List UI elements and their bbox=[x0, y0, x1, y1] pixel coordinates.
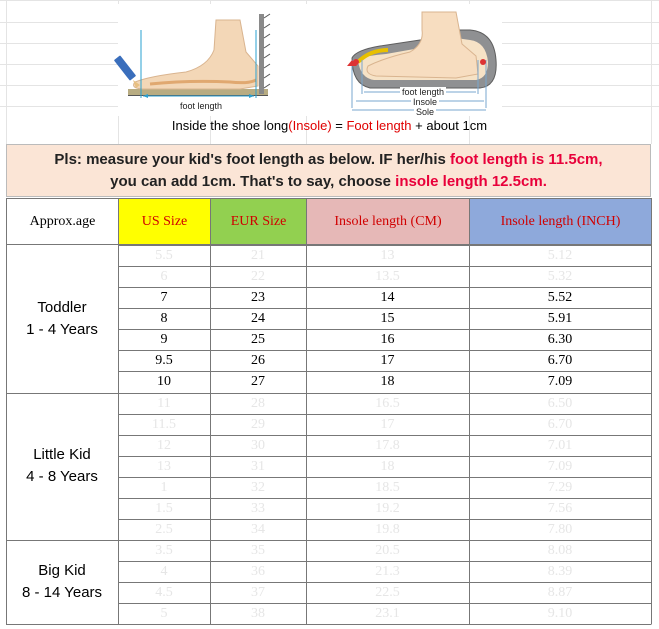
cell-eur-size: 24 bbox=[251, 311, 265, 327]
header-insole-cm: Insole length (CM) bbox=[307, 199, 469, 244]
cell-inch-size: 5.91 bbox=[547, 311, 573, 327]
notice-line1-text: Pls: measure your kid's foot length as below. IF her/his bbox=[54, 151, 451, 168]
notice-line2-text: you can add 1cm. That's to say, choose bbox=[110, 173, 396, 190]
caption-prefix: Inside the shoe long bbox=[171, 118, 289, 133]
cell-eur-size: 22 bbox=[251, 269, 265, 285]
shoe-sole-label: Sole bbox=[416, 107, 435, 117]
cell-cm-size: 16 bbox=[380, 332, 395, 348]
cell-us-size: 7 bbox=[160, 290, 168, 306]
cell-cm-size: 22.5 bbox=[375, 585, 400, 601]
age-group-name: Big Kid bbox=[38, 562, 86, 580]
cell-inch-size: 8.39 bbox=[547, 564, 573, 580]
cell-cm-size: 14 bbox=[380, 290, 395, 306]
cell-inch-size: 7.56 bbox=[547, 500, 573, 516]
cell-inch-size: 6.70 bbox=[547, 416, 573, 432]
cell-us-size: 4 bbox=[160, 564, 168, 580]
cell-cm-size: 21.3 bbox=[375, 564, 400, 580]
cell-inch-size: 6.30 bbox=[547, 332, 573, 348]
cell-eur-size: 21 bbox=[251, 248, 265, 263]
caption-foot-length: Foot length bbox=[346, 118, 412, 133]
left-foot-length-label: foot length bbox=[180, 101, 223, 111]
cell-us-size: 9.5 bbox=[155, 353, 173, 369]
cell-us-size: 4.5 bbox=[155, 585, 173, 601]
cell-eur-size: 29 bbox=[251, 416, 265, 432]
age-group-range: 8 - 14 Years bbox=[21, 584, 103, 602]
cell-cm-size: 19.2 bbox=[375, 500, 400, 516]
cell-eur-size: 27 bbox=[251, 374, 265, 390]
cell-inch-size: 9.10 bbox=[547, 606, 573, 622]
age-group-0 bbox=[6, 245, 118, 393]
notice-line2-highlight: insole length 12.5cm. bbox=[395, 173, 547, 190]
cell-eur-size: 38 bbox=[251, 606, 265, 622]
measurement-notice bbox=[6, 144, 651, 197]
cell-eur-size: 28 bbox=[251, 395, 265, 411]
cell-us-size: 10 bbox=[157, 374, 171, 390]
header-insole-inch: Insole length (INCH) bbox=[470, 199, 651, 244]
cell-inch-size: 5.12 bbox=[547, 248, 573, 263]
cell-eur-size: 37 bbox=[251, 585, 265, 601]
cell-inch-size: 8.08 bbox=[547, 543, 573, 559]
cell-eur-size: 30 bbox=[251, 437, 265, 453]
cell-cm-size: 16.5 bbox=[375, 395, 400, 411]
cell-inch-size: 6.50 bbox=[547, 395, 573, 411]
measurement-caption bbox=[0, 118, 659, 133]
age-group-range: 1 - 4 Years bbox=[26, 320, 98, 338]
cell-us-size: 5.5 bbox=[155, 248, 173, 263]
cell-us-size: 13 bbox=[157, 458, 171, 474]
cell-us-size: 3.5 bbox=[155, 543, 173, 559]
cell-inch-size: 6.70 bbox=[547, 353, 573, 369]
header-eur-size: EUR Size bbox=[211, 199, 306, 244]
cell-us-size: 1.5 bbox=[155, 500, 173, 516]
cell-cm-size: 18 bbox=[380, 374, 395, 390]
cell-cm-size: 20.5 bbox=[375, 543, 400, 559]
caption-suffix: + about 1cm bbox=[411, 118, 488, 133]
cell-inch-size: 7.09 bbox=[547, 458, 573, 474]
cell-eur-size: 26 bbox=[251, 353, 265, 369]
cell-eur-size: 32 bbox=[251, 479, 265, 495]
cell-eur-size: 36 bbox=[251, 564, 265, 580]
age-group-range: 4 - 8 Years bbox=[26, 468, 98, 486]
cell-inch-size: 8.87 bbox=[547, 585, 573, 601]
cell-eur-size: 23 bbox=[251, 290, 265, 306]
cell-eur-size: 35 bbox=[251, 543, 265, 559]
cell-inch-size: 5.52 bbox=[547, 290, 573, 306]
cell-cm-size: 23.1 bbox=[375, 606, 400, 622]
cell-us-size: 1 bbox=[160, 479, 168, 495]
cell-inch-size: 5.32 bbox=[547, 269, 573, 285]
cell-cm-size: 13 bbox=[380, 248, 395, 263]
cell-us-size: 8 bbox=[160, 311, 168, 327]
cell-us-size: 6 bbox=[160, 269, 168, 285]
cell-cm-size: 19.8 bbox=[375, 522, 400, 538]
cell-us-size: 2.5 bbox=[155, 522, 173, 538]
age-group-name: Toddler bbox=[37, 298, 87, 316]
shoe-foot-length-label: foot length bbox=[402, 87, 445, 97]
cell-inch-size: 7.09 bbox=[547, 374, 573, 390]
cell-us-size: 12 bbox=[157, 437, 171, 453]
cell-us-size: 11 bbox=[157, 395, 171, 411]
cell-cm-size: 13.5 bbox=[375, 269, 400, 285]
cell-inch-size: 7.80 bbox=[547, 522, 573, 538]
cell-inch-size: 7.01 bbox=[547, 437, 573, 453]
cell-cm-size: 17 bbox=[380, 353, 395, 369]
cell-eur-size: 25 bbox=[251, 332, 265, 348]
cell-eur-size: 33 bbox=[251, 500, 265, 516]
cell-cm-size: 17.8 bbox=[375, 437, 400, 453]
cell-us-size: 9 bbox=[160, 332, 168, 348]
age-group-1 bbox=[6, 393, 118, 541]
cell-us-size: 11.5 bbox=[152, 416, 176, 432]
cell-cm-size: 18 bbox=[380, 458, 395, 474]
cell-us-size: 5 bbox=[160, 606, 168, 622]
cell-cm-size: 18.5 bbox=[375, 479, 400, 495]
caption-insole: (Insole) bbox=[288, 118, 332, 133]
cell-cm-size: 15 bbox=[380, 311, 395, 327]
header-us-size: US Size bbox=[119, 199, 210, 244]
age-group-2 bbox=[6, 540, 118, 624]
cell-eur-size: 34 bbox=[251, 522, 265, 538]
cell-eur-size: 31 bbox=[251, 458, 265, 474]
cell-inch-size: 7.29 bbox=[547, 479, 573, 495]
shoe-insole-label: Insole bbox=[413, 97, 438, 107]
caption-equals: = bbox=[331, 118, 347, 133]
header-approx-age: Approx.age bbox=[7, 199, 118, 244]
notice-line1-highlight: foot length is 11.5cm, bbox=[450, 151, 603, 168]
age-group-name: Little Kid bbox=[33, 446, 91, 464]
cell-cm-size: 17 bbox=[380, 416, 395, 432]
